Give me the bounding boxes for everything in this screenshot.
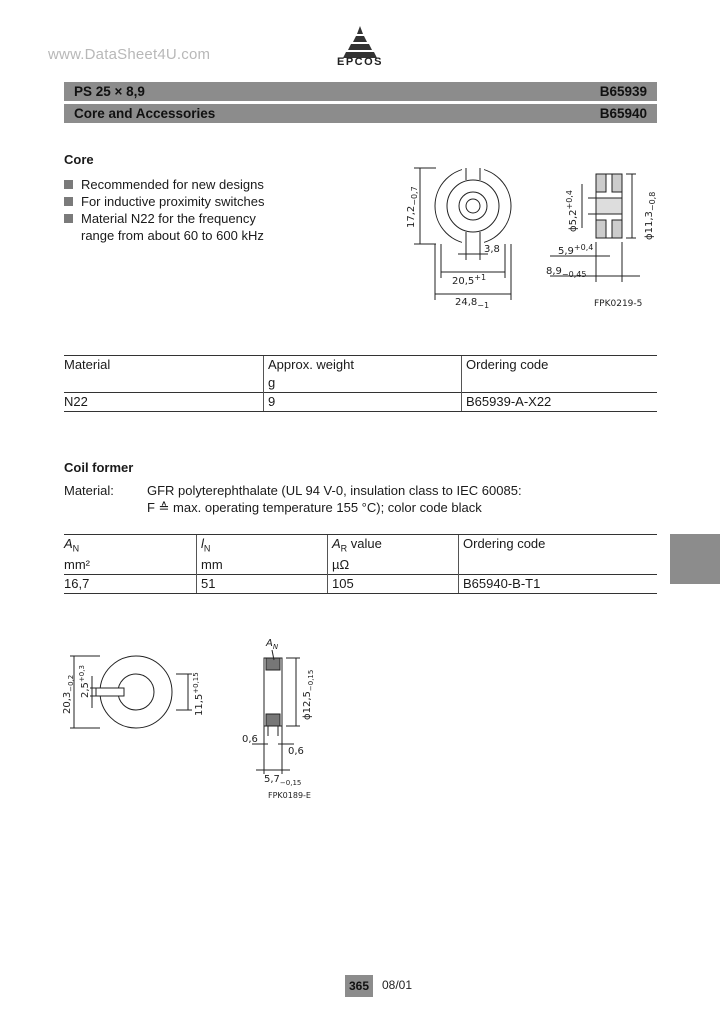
watermark-text: www.DataSheet4U.com (48, 46, 211, 63)
section-title: Core and Accessories (74, 106, 216, 121)
column-header-ln: $l_N$ mm (197, 535, 328, 575)
dim-inner-diameter: $11,5^{+0,15}$ (192, 672, 205, 716)
column-header: Ordering code (459, 535, 658, 575)
title-bar-section (64, 104, 657, 123)
bullet-square-icon (64, 197, 73, 206)
dim-wall-right: 0,6 (288, 746, 304, 757)
unit-cell (462, 374, 658, 393)
table-cell: 9 (264, 393, 462, 412)
bullet-square-icon (64, 180, 73, 189)
dim-diameter: $\phi 11,3_{-0,8}$ (644, 191, 657, 240)
part-name: PS 25 × 8,9 (74, 84, 145, 99)
column-header-ar: $A_R$ value µΩ (328, 535, 459, 575)
column-header-an: $A_N$ mm² (64, 535, 197, 575)
core-technical-drawing (400, 148, 670, 318)
dim-outer-diameter: $20,3_{-0,2}$ (62, 674, 75, 714)
dim-wall-left: 0,6 (242, 734, 258, 745)
revision-date: 08/01 (382, 978, 413, 992)
dim-slot-width: $2,5^{+0,3}$ (78, 665, 91, 698)
title-bar-part (64, 82, 657, 101)
table-cell: 105 (328, 574, 459, 593)
dim-winding-area: $A_N$ (266, 638, 279, 651)
brand-name: EPCOS (336, 56, 383, 68)
drawing-code-coil: FPK0189-E (268, 791, 311, 800)
part-number-core: B65939 (599, 84, 647, 99)
table-cell: B65940-B-T1 (459, 574, 658, 593)
part-number-accessories: B65940 (599, 106, 647, 121)
dim-flange-diameter: $\phi 12,5_{-0,15}$ (302, 669, 315, 720)
table-row (64, 393, 657, 412)
unit-cell (64, 374, 264, 393)
table-cell: 51 (197, 574, 328, 593)
bullet-square-icon (64, 214, 73, 223)
dim-h1: $5,9^{+0,4}$ (558, 243, 594, 257)
page-tab-marker (670, 534, 720, 584)
material-label: Material: (64, 483, 114, 498)
list-item: For inductive proximity switches (64, 193, 265, 210)
list-item: Material N22 for the frequency (64, 210, 265, 227)
table-header-row (64, 356, 657, 375)
material-description-line2: F ≙ max. operating temperature 155 °C); color code black (147, 500, 482, 515)
table-row (64, 574, 657, 593)
dim-outer: $24,8_{-1}$ (455, 297, 490, 310)
core-heading: Core (64, 152, 94, 167)
page-number: 365 (345, 975, 373, 997)
dim-total-width: $5,7_{-0,15}$ (264, 774, 302, 787)
table-cell: N22 (64, 393, 264, 412)
table-cell: B65939-A-X22 (462, 393, 658, 412)
dim-inner: $20,5^{+1}$ (452, 273, 487, 287)
unit-cell: g (264, 374, 462, 393)
column-header: Material (64, 356, 264, 375)
column-header: Ordering code (462, 356, 658, 375)
coil-former-technical-drawing (56, 632, 336, 807)
dim-bore: $\phi 5,2^{+0,4}$ (565, 190, 579, 232)
coil-former-heading: Coil former (64, 460, 134, 475)
dim-height: $17,2_{-0,7}$ (406, 186, 419, 228)
table-header-row (64, 535, 657, 575)
dim-slot: 3,8 (484, 244, 500, 255)
table-unit-row (64, 374, 657, 393)
dim-h2: $8,9_{-0,45}$ (546, 266, 587, 279)
list-item: range from about 60 to 600 kHz (81, 228, 264, 243)
table-cell: 16,7 (64, 574, 197, 593)
material-table (64, 355, 657, 412)
core-feature-list (64, 176, 265, 244)
coil-former-table (64, 534, 657, 594)
material-description-line1: GFR polyterephthalate (UL 94 V-0, insulation class to IEC 60085: (147, 483, 522, 498)
drawing-code-core: FPK0219-5 (594, 299, 643, 309)
column-header: Approx. weight (264, 356, 462, 375)
list-item: Recommended for new designs (64, 176, 265, 193)
